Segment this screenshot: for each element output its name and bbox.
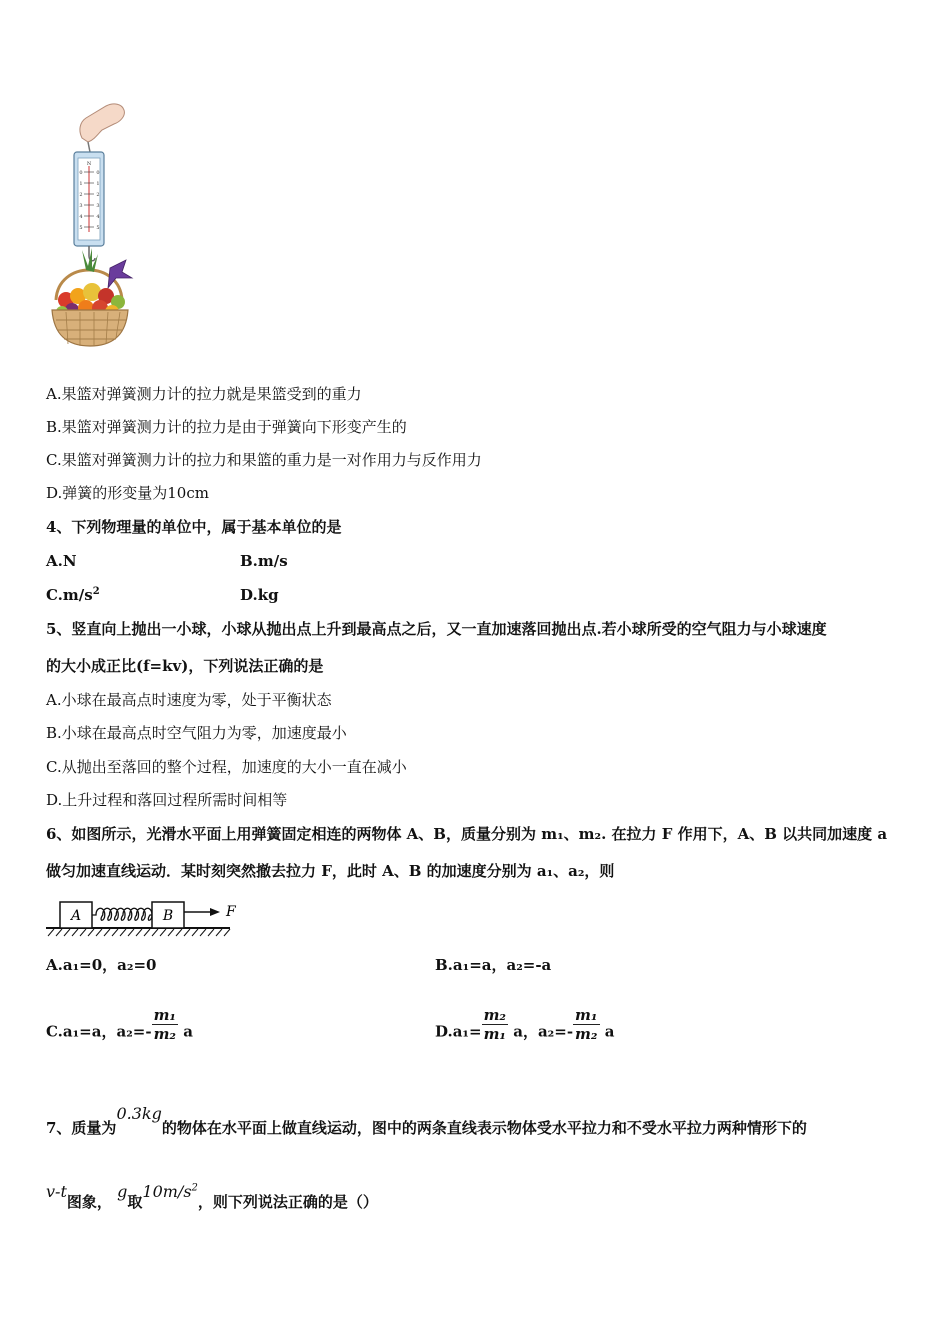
scale-tick-label: 0 — [96, 170, 100, 176]
q4-option-c: $C.m/s^2$ — [46, 586, 100, 604]
mass-expr: 0.3kg — [116, 1104, 162, 1123]
spring-blocks-figure — [44, 896, 244, 938]
q5-option-a: A.小球在最高点时速度为零，处于平衡状态 — [46, 691, 332, 709]
scale-unit-label: N — [86, 161, 92, 167]
q3-option-d: D.弹簧的形变量为10cm — [46, 484, 209, 502]
scale-tick-label: 2 — [96, 192, 100, 198]
scale-tick-label: 3 — [79, 203, 83, 209]
vt-expr: v-t — [46, 1182, 67, 1201]
q6-stem-line1: 6、如图所示，光滑水平面上用弹簧固定相连的两物体 A、B，质量分别为 m₁、m₂. 在拉力 F 作用下，A、B 以共同加速度 a — [46, 825, 888, 843]
g-symbol: g — [117, 1182, 128, 1201]
scale-tick-label: 5 — [79, 225, 83, 231]
q5-stem-line1: 5、竖直向上抛出一小球，小球从抛出点上升到最高点之后，又一直加速落回抛出点.若小球所受的空气阻力与小球速度 — [46, 620, 827, 638]
scale-tick-label: 1 — [96, 181, 100, 187]
q3-option-c: C.果篮对弹簧测力计的拉力和果篮的重力是一对作用力与反作用力 — [46, 451, 482, 469]
q4-option-d: D.kg — [240, 586, 279, 604]
q6-option-a: A.a₁=0，a₂=0 — [46, 956, 157, 974]
scale-tick-label: 1 — [79, 181, 83, 187]
q5-option-b: B.小球在最高点时空气阻力为零，加速度最小 — [46, 724, 347, 742]
q4-option-a: A.N — [46, 552, 77, 570]
scale-tick-label: 3 — [96, 203, 100, 209]
q5-option-c: C.从抛出至落回的整个过程，加速度的大小一直在减小 — [46, 758, 407, 776]
q6-stem-line2: 做匀加速直线运动．某时刻突然撤去拉力 F，此时 A、B 的加速度分别为 a₁、a₂，则 — [46, 862, 615, 880]
spring — [92, 908, 152, 920]
scale-tick-label: 4 — [79, 214, 83, 220]
g-value: $10m/s^2$ — [142, 1182, 198, 1201]
scale-tick-label: 5 — [96, 225, 100, 231]
q6-option-c: C.a₁=a，a₂=- $\frac{\text{m₁}}{\text{m₂}}$ a — [46, 1006, 193, 1043]
block-b-label: B — [162, 908, 174, 924]
q6-option-b: B.a₁=a，a₂=-a — [435, 956, 552, 974]
hand-illustration — [80, 104, 124, 142]
scale-tick-label: 0 — [79, 170, 83, 176]
block-a-label: A — [70, 908, 82, 924]
q3-option-b: B.果篮对弹簧测力计的拉力是由于弹簧向下形变产生的 — [46, 418, 407, 436]
q3-option-a: A.果篮对弹簧测力计的拉力就是果篮受到的重力 — [46, 385, 362, 403]
basket — [52, 310, 128, 346]
purple-bow — [108, 260, 132, 288]
spring-scale-fruit-basket-figure — [48, 100, 140, 350]
fraction: $\frac{\text{m₂}}{\text{m₁}}$ — [483, 1006, 507, 1043]
q5-option-d: D.上升过程和落回过程所需时间相等 — [46, 791, 288, 809]
q5-stem-line2: 的大小成正比(f=kv)，下列说法正确的是 — [46, 657, 324, 675]
q4-stem: 4、下列物理量的单位中，属于基本单位的是 — [46, 518, 342, 536]
q7-line1: 7、质量为0.3kg的物体在水平面上做直线运动，图中的两条直线表示物体受水平拉力和不受水平拉力两种情形下的 — [46, 1104, 807, 1137]
force-label: F — [226, 904, 236, 920]
arrow-icon — [210, 908, 220, 916]
scale-tick-label: 2 — [79, 192, 83, 198]
q6-option-d: D.a₁= $\frac{\text{m₂}}{\text{m₁}}$ a，a₂=- $\frac{\text{m₁}}{\text{m₂}}$ a — [435, 1006, 615, 1043]
fraction: $\frac{\text{m₁}}{\text{m₂}}$ — [153, 1006, 177, 1043]
q4-option-b: B.m/s — [240, 552, 288, 570]
q7-line2: v-t图象， g取$10m/s^2$，则下列说法正确的是（） — [46, 1182, 378, 1211]
fraction: $\frac{\text{m₁}}{\text{m₂}}$ — [575, 1006, 598, 1043]
scale-tick-label: 4 — [96, 214, 100, 220]
